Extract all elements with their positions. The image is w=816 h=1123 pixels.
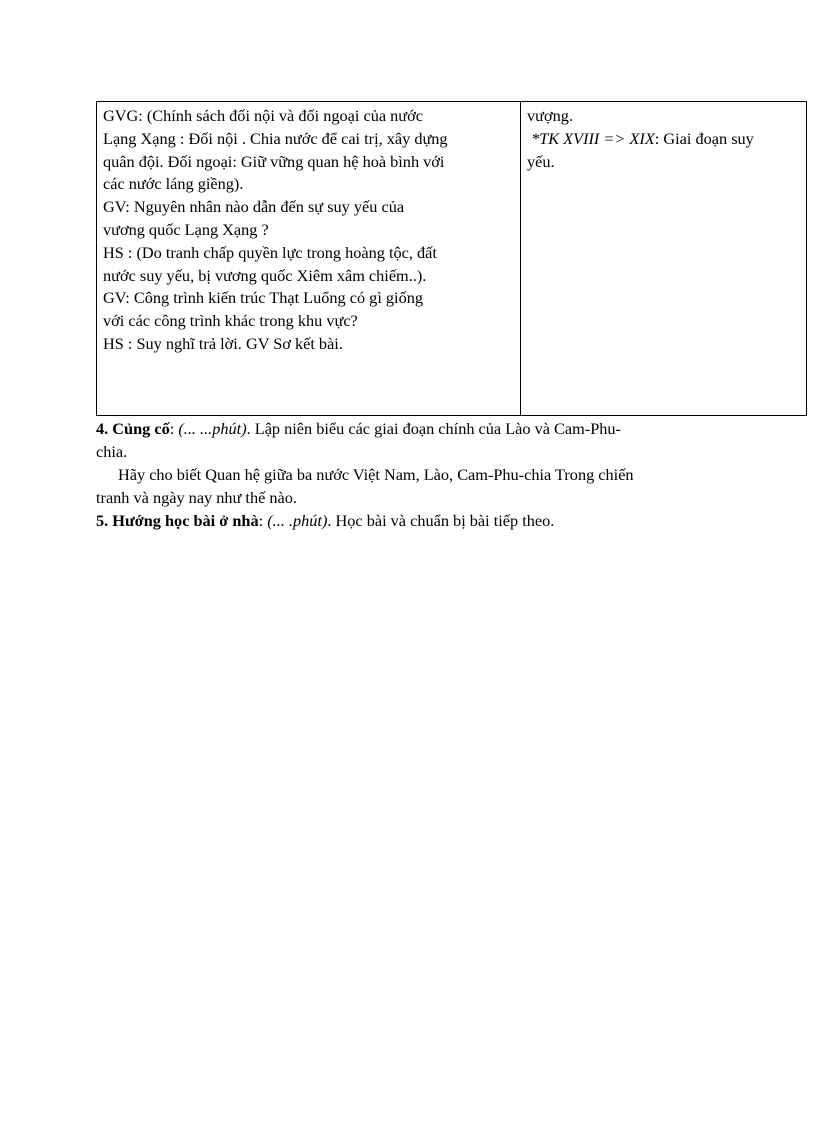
colon: :	[169, 419, 179, 438]
content-line: yếu.	[527, 151, 555, 171]
activity-line: với các công trình khác trong khu vực?	[103, 311, 358, 331]
content-cell	[521, 102, 807, 416]
activity-line: HS : Suy nghĩ trả lời. GV Sơ kết bài.	[103, 333, 343, 353]
activity-line: các nước láng giềng).	[103, 174, 244, 194]
review-question: Hãy cho biết Quan hệ giữa ba nước Việt Nam, Lào, Cam-Phu-chia Trong chiến	[118, 465, 634, 484]
table-row	[97, 102, 807, 416]
lesson-table	[96, 101, 807, 416]
activity-line: HS : (Do tranh chấp quyền lực trong hoàng tộc, đất	[103, 242, 437, 262]
activity-line: quân đội. Đối ngoại: Giữ vững quan hệ hoà bình với	[103, 151, 445, 171]
activity-line: GVG: (Chính sách đối nội và đối ngoại của nước	[103, 106, 423, 125]
period-label: *TK XVIII => XIX	[531, 128, 655, 148]
period-text: : Giai đoạn suy	[654, 128, 754, 148]
lesson-footer	[96, 417, 736, 532]
homework-text: . Học bài và chuẩn bị bài tiếp theo.	[327, 511, 555, 530]
consolidation-text-cont: chia.	[96, 442, 128, 461]
content-line: vượng.	[527, 106, 573, 125]
activity-line: GV: Công trình kiến trúc Thạt Luổng có gì giống	[103, 288, 424, 308]
homework-paragraph	[96, 509, 736, 532]
activity-line: GV: Nguyên nhân nào dẫn đến sự suy yếu của	[103, 197, 405, 217]
review-question-cont: tranh và ngày nay như thế nào.	[96, 488, 297, 507]
consolidation-paragraph	[96, 417, 736, 440]
activity-cell	[97, 102, 521, 416]
activity-line: vương quốc Lạng Xạng ?	[103, 219, 269, 239]
content-line	[527, 128, 800, 151]
colon: :	[258, 511, 268, 530]
time-placeholder: (... ...phút)	[178, 419, 247, 438]
activity-line: nước suy yếu, bị vương quốc Xiêm xâm chiếm..).	[103, 265, 427, 285]
activity-line: Lạng Xạng : Đối nội . Chia nước để cai trị, xây dựng	[103, 128, 448, 148]
section-4-heading: 4. Củng cố	[96, 419, 170, 438]
time-placeholder: (... .phút)	[267, 511, 328, 530]
section-5-heading: 5. Hướng học bài ở nhà	[96, 511, 259, 530]
consolidation-text: . Lập niên biểu các giai đoạn chính của Lào và Cam-Phu-	[246, 419, 621, 438]
